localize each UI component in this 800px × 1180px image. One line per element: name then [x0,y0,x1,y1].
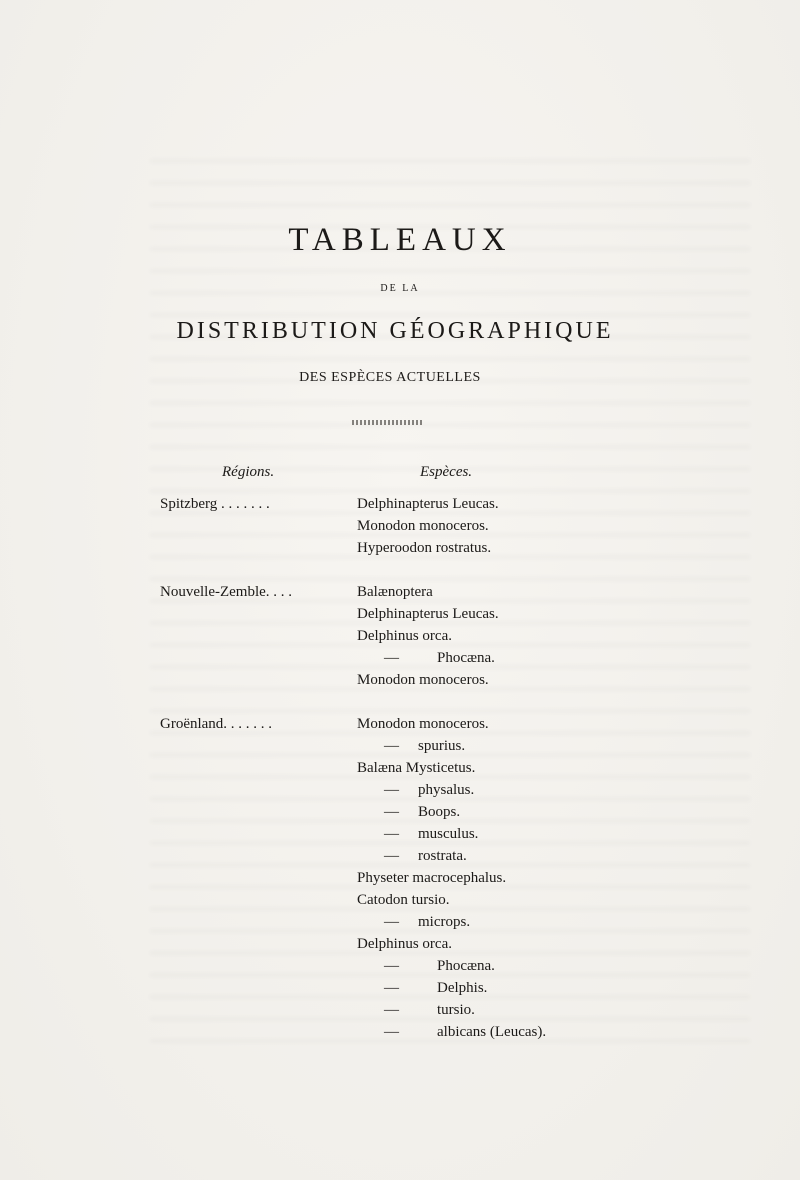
ditto-dash: — [384,914,399,930]
title-connector: DE LA [380,283,420,294]
species-entry: Balæna Mysticetus. [357,760,476,776]
header-regions: Régions. [222,464,275,480]
species-entry: Delphinus orca. [357,628,452,644]
species-entry: Hyperoodon rostratus. [357,540,492,556]
page-title: TABLEAUX [288,222,512,258]
species-entry: spurius. [418,738,466,754]
page-subtitle: DISTRIBUTION GÉOGRAPHIQUE [176,318,614,344]
ditto-dash: — [384,848,399,864]
species-entry: musculus. [418,826,479,842]
region-label: Nouvelle-Zemble. . . . [160,584,293,600]
species-entry: Delphis. [437,980,488,996]
species-entry: rostrata. [418,848,467,864]
ditto-dash: — [384,804,399,820]
ditto-dash: — [384,650,399,666]
ditto-dash: — [384,980,399,996]
species-entry: Balænoptera [357,584,433,600]
species-entry: microps. [418,914,471,930]
species-entry: Phocæna. [437,650,495,666]
ditto-dash: — [384,782,399,798]
species-entry: Delphinapterus Leucas. [357,496,499,512]
ditto-dash: — [384,958,399,974]
species-entry: Phocæna. [437,958,495,974]
species-entry: Delphinapterus Leucas. [357,606,499,622]
ornament-divider [352,420,422,425]
species-entry: Monodon monoceros. [357,716,489,732]
header-especes: Espèces. [420,464,473,480]
ditto-dash: — [384,738,399,754]
species-entry: Catodon tursio. [357,892,450,908]
ditto-dash: — [384,1002,399,1018]
species-entry: Monodon monoceros. [357,518,489,534]
species-entry: albicans (Leucas). [437,1024,547,1040]
ditto-dash: — [384,826,399,842]
page-subtitle-secondary: DES ESPÈCES ACTUELLES [299,370,481,385]
species-entry: Delphinus orca. [357,936,452,952]
region-label: Groënland. . . . . . . [160,716,273,732]
species-entry: Monodon monoceros. [357,672,489,688]
species-entry: Boops. [418,804,461,820]
species-entry: physalus. [418,782,475,798]
species-entry: tursio. [437,1002,475,1018]
ditto-dash: — [384,1024,399,1040]
species-entry: Physeter macrocephalus. [357,870,507,886]
region-label: Spitzberg . . . . . . . [160,496,270,512]
